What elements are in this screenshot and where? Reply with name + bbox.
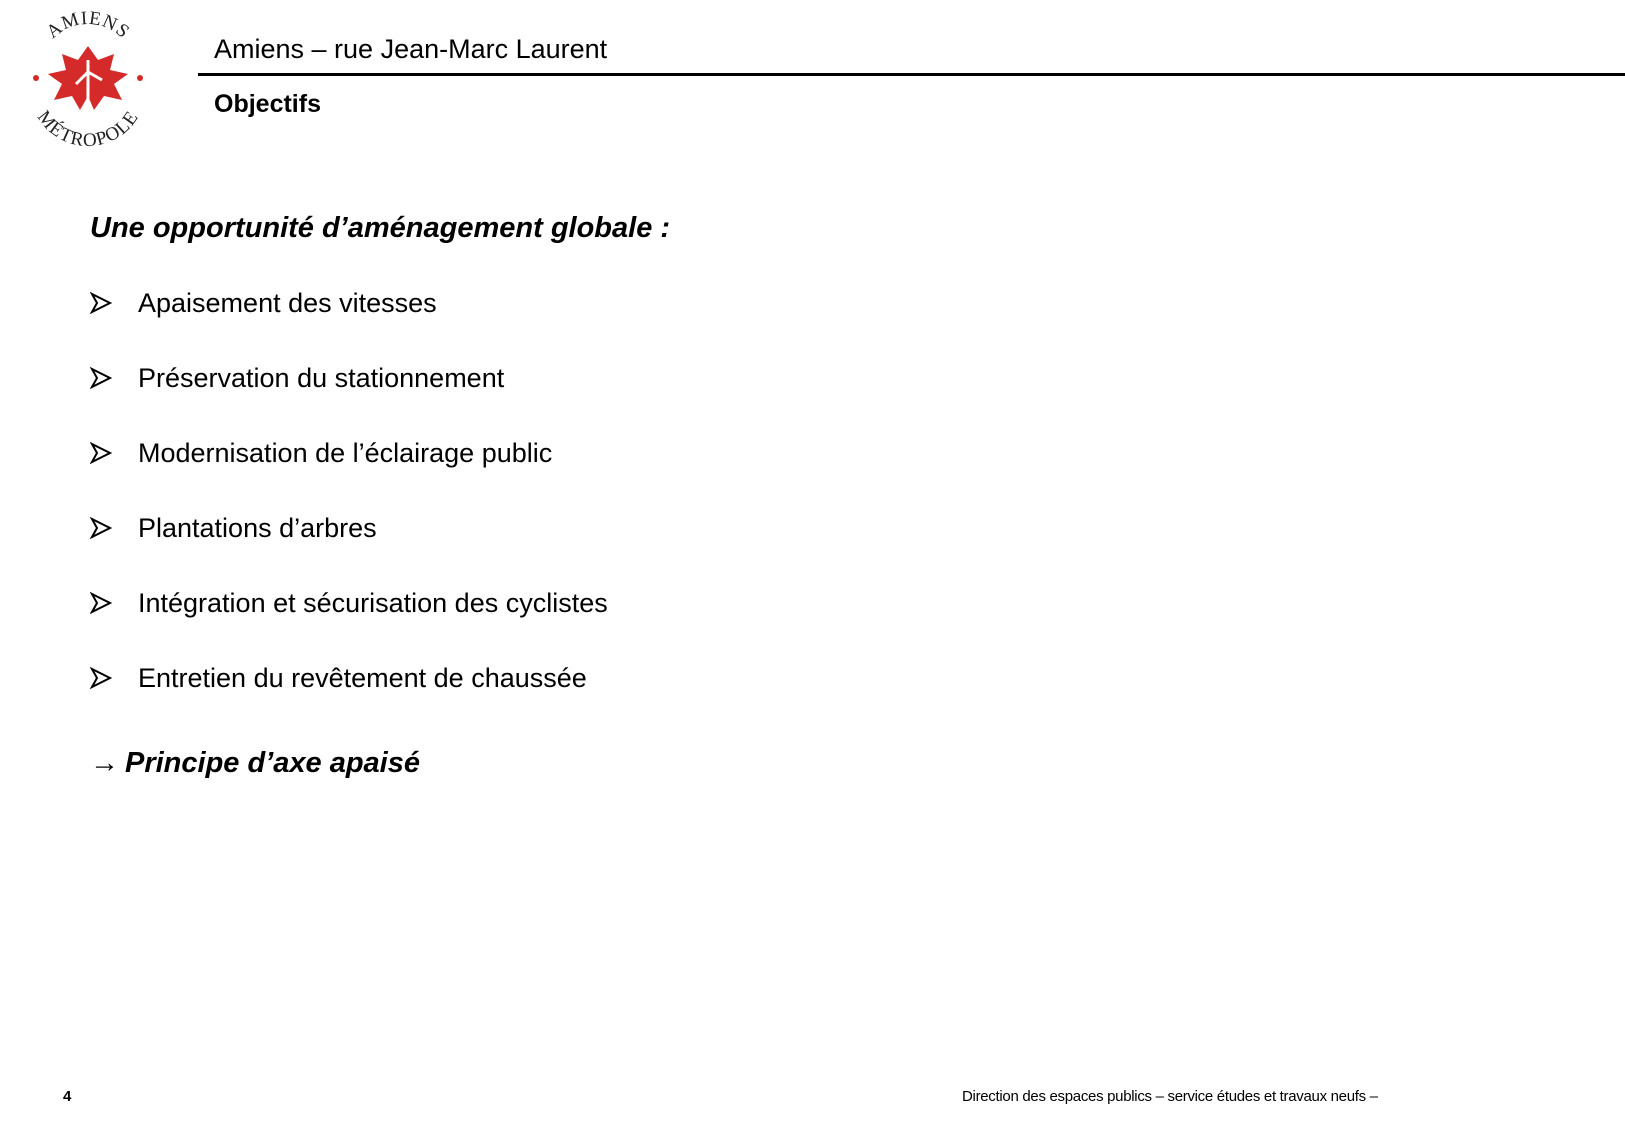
section-subtitle: Objectifs — [214, 90, 321, 118]
conclusion-line — [90, 745, 420, 781]
footer-text: Direction des espaces publics – service études et travaux neufs – — [962, 1088, 1378, 1105]
page-title: Amiens – rue Jean-Marc Laurent — [214, 34, 608, 64]
list-item-text: Plantations d’arbres — [138, 513, 377, 543]
list-item — [90, 510, 608, 546]
list-item-text: Modernisation de l’éclairage public — [138, 438, 553, 468]
list-item — [90, 435, 608, 471]
svg-text:AMIENS — [43, 10, 134, 43]
list-item — [90, 360, 608, 396]
conclusion-text: Principe d’axe apaisé — [125, 747, 420, 779]
arrowhead-bullet-icon — [90, 667, 138, 689]
list-item-text: Intégration et sécurisation des cyclistes — [138, 588, 608, 618]
leaf-emblem-icon — [18, 10, 158, 150]
list-item-text: Apaisement des vitesses — [138, 288, 437, 318]
arrowhead-bullet-icon — [90, 292, 138, 314]
objectives-list — [90, 285, 608, 735]
logo-dot-right — [137, 75, 143, 81]
logo-bottom-text: MÉTROPOLE — [32, 106, 144, 150]
intro-heading: Une opportunité d’aménagement globale : — [90, 212, 671, 244]
list-item-text: Préservation du stationnement — [138, 363, 505, 393]
amiens-metropole-logo — [18, 10, 158, 150]
header-divider — [198, 73, 1625, 76]
list-item — [90, 285, 608, 321]
list-item — [90, 660, 608, 696]
list-item — [90, 585, 608, 621]
arrowhead-bullet-icon — [90, 442, 138, 464]
logo-dot-left — [33, 75, 39, 81]
svg-text:MÉTROPOLE — [33, 107, 143, 150]
arrowhead-bullet-icon — [90, 367, 138, 389]
arrowhead-bullet-icon — [90, 592, 138, 614]
list-item-text: Entretien du revêtement de chaussée — [138, 663, 587, 693]
arrowhead-bullet-icon — [90, 517, 138, 539]
logo-top-text: AMIENS — [42, 10, 134, 43]
right-arrow-icon: → — [90, 747, 119, 779]
page-number: 4 — [63, 1088, 72, 1105]
